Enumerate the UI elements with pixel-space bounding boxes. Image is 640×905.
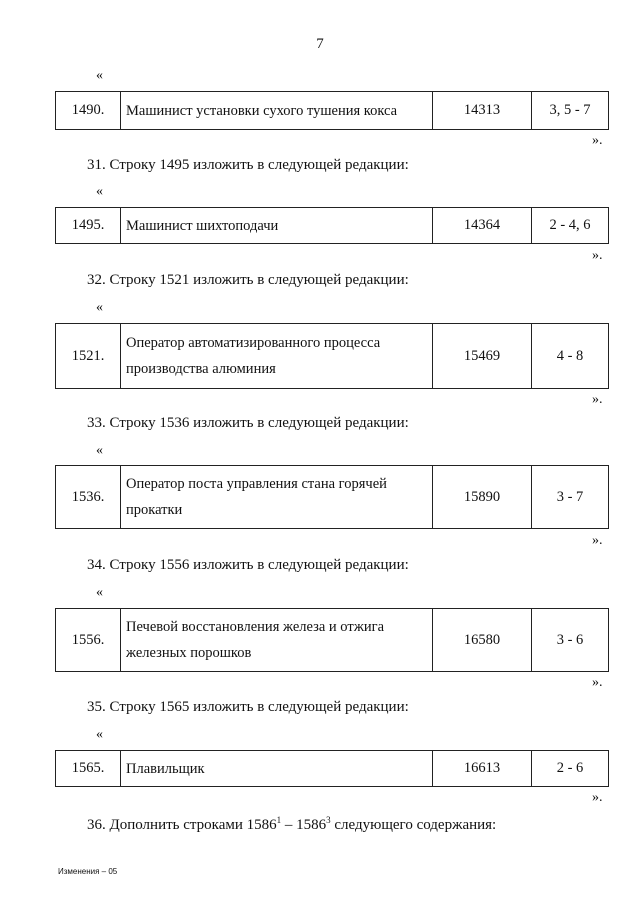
table-row <box>55 750 609 787</box>
occupation-name: Оператор автоматизированного процесса производства алюминия <box>121 324 433 388</box>
occupation-name: Оператор поста управления стана горячей прокатки <box>121 466 433 528</box>
open-quote: « <box>96 585 103 600</box>
instruction-text-36 <box>87 815 496 834</box>
occupation-name: Машинист установки сухого тушения кокса <box>121 92 433 129</box>
occupation-name: Плавильщик <box>121 751 433 786</box>
instruction-text: 31. Строку 1495 изложить в следующей редакции: <box>87 157 409 173</box>
close-quote: ». <box>592 248 603 263</box>
occupation-code: 15469 <box>433 324 532 388</box>
superscript: 1 <box>276 815 282 825</box>
close-quote: ». <box>592 790 603 805</box>
grade-range: 4 - 8 <box>556 347 584 364</box>
instruction-middle: – 1586 <box>281 817 327 833</box>
instruction-text: 35. Строку 1565 изложить в следующей редакции: <box>87 699 409 715</box>
table-row <box>55 91 609 130</box>
row-number: 1565. <box>56 751 121 786</box>
grade-range: 3, 5 - 7 <box>549 102 591 118</box>
close-quote: ». <box>592 533 603 548</box>
instruction-text: 32. Строку 1521 изложить в следующей редакции: <box>87 272 409 288</box>
grade-range: 3 - 6 <box>556 631 584 648</box>
row-number: 1536. <box>56 466 121 528</box>
occupation-code: 15890 <box>433 466 532 528</box>
row-number: 1490. <box>56 92 121 129</box>
occupation-code: 14313 <box>433 92 532 129</box>
instruction-text: 33. Строку 1536 изложить в следующей редакции: <box>87 415 409 431</box>
row-number: 1495. <box>56 208 121 243</box>
table-row <box>55 608 609 672</box>
occupation-code: 16580 <box>433 609 532 671</box>
close-quote: ». <box>592 133 603 148</box>
open-quote: « <box>96 727 103 742</box>
footer-label: Изменения – 05 <box>58 867 118 876</box>
grade-range: 2 - 6 <box>556 760 584 776</box>
close-quote: ». <box>592 392 603 407</box>
occupation-code: 16613 <box>433 751 532 786</box>
instruction-suffix: следующего содержания: <box>330 817 497 833</box>
page-number: 7 <box>316 36 324 52</box>
occupation-code: 14364 <box>433 208 532 243</box>
close-quote: ». <box>592 675 603 690</box>
instruction-text: 34. Строку 1556 изложить в следующей редакции: <box>87 557 409 573</box>
grade-range: 2 - 4, 6 <box>549 217 591 233</box>
open-quote: « <box>96 68 103 83</box>
occupation-name: Печевой восстановления железа и отжига железных порошков <box>121 609 433 671</box>
instruction-prefix: 36. Дополнить строками 1586 <box>87 817 277 833</box>
open-quote: « <box>96 443 103 458</box>
superscript: 3 <box>326 815 331 825</box>
table-row <box>55 465 609 529</box>
table-row <box>55 323 609 389</box>
grade-range: 3 - 7 <box>556 488 584 505</box>
row-number: 1521. <box>56 324 121 388</box>
row-number: 1556. <box>56 609 121 671</box>
occupation-name: Машинист шихтоподачи <box>121 208 433 243</box>
table-row <box>55 207 609 244</box>
open-quote: « <box>96 300 103 315</box>
open-quote: « <box>96 184 103 199</box>
